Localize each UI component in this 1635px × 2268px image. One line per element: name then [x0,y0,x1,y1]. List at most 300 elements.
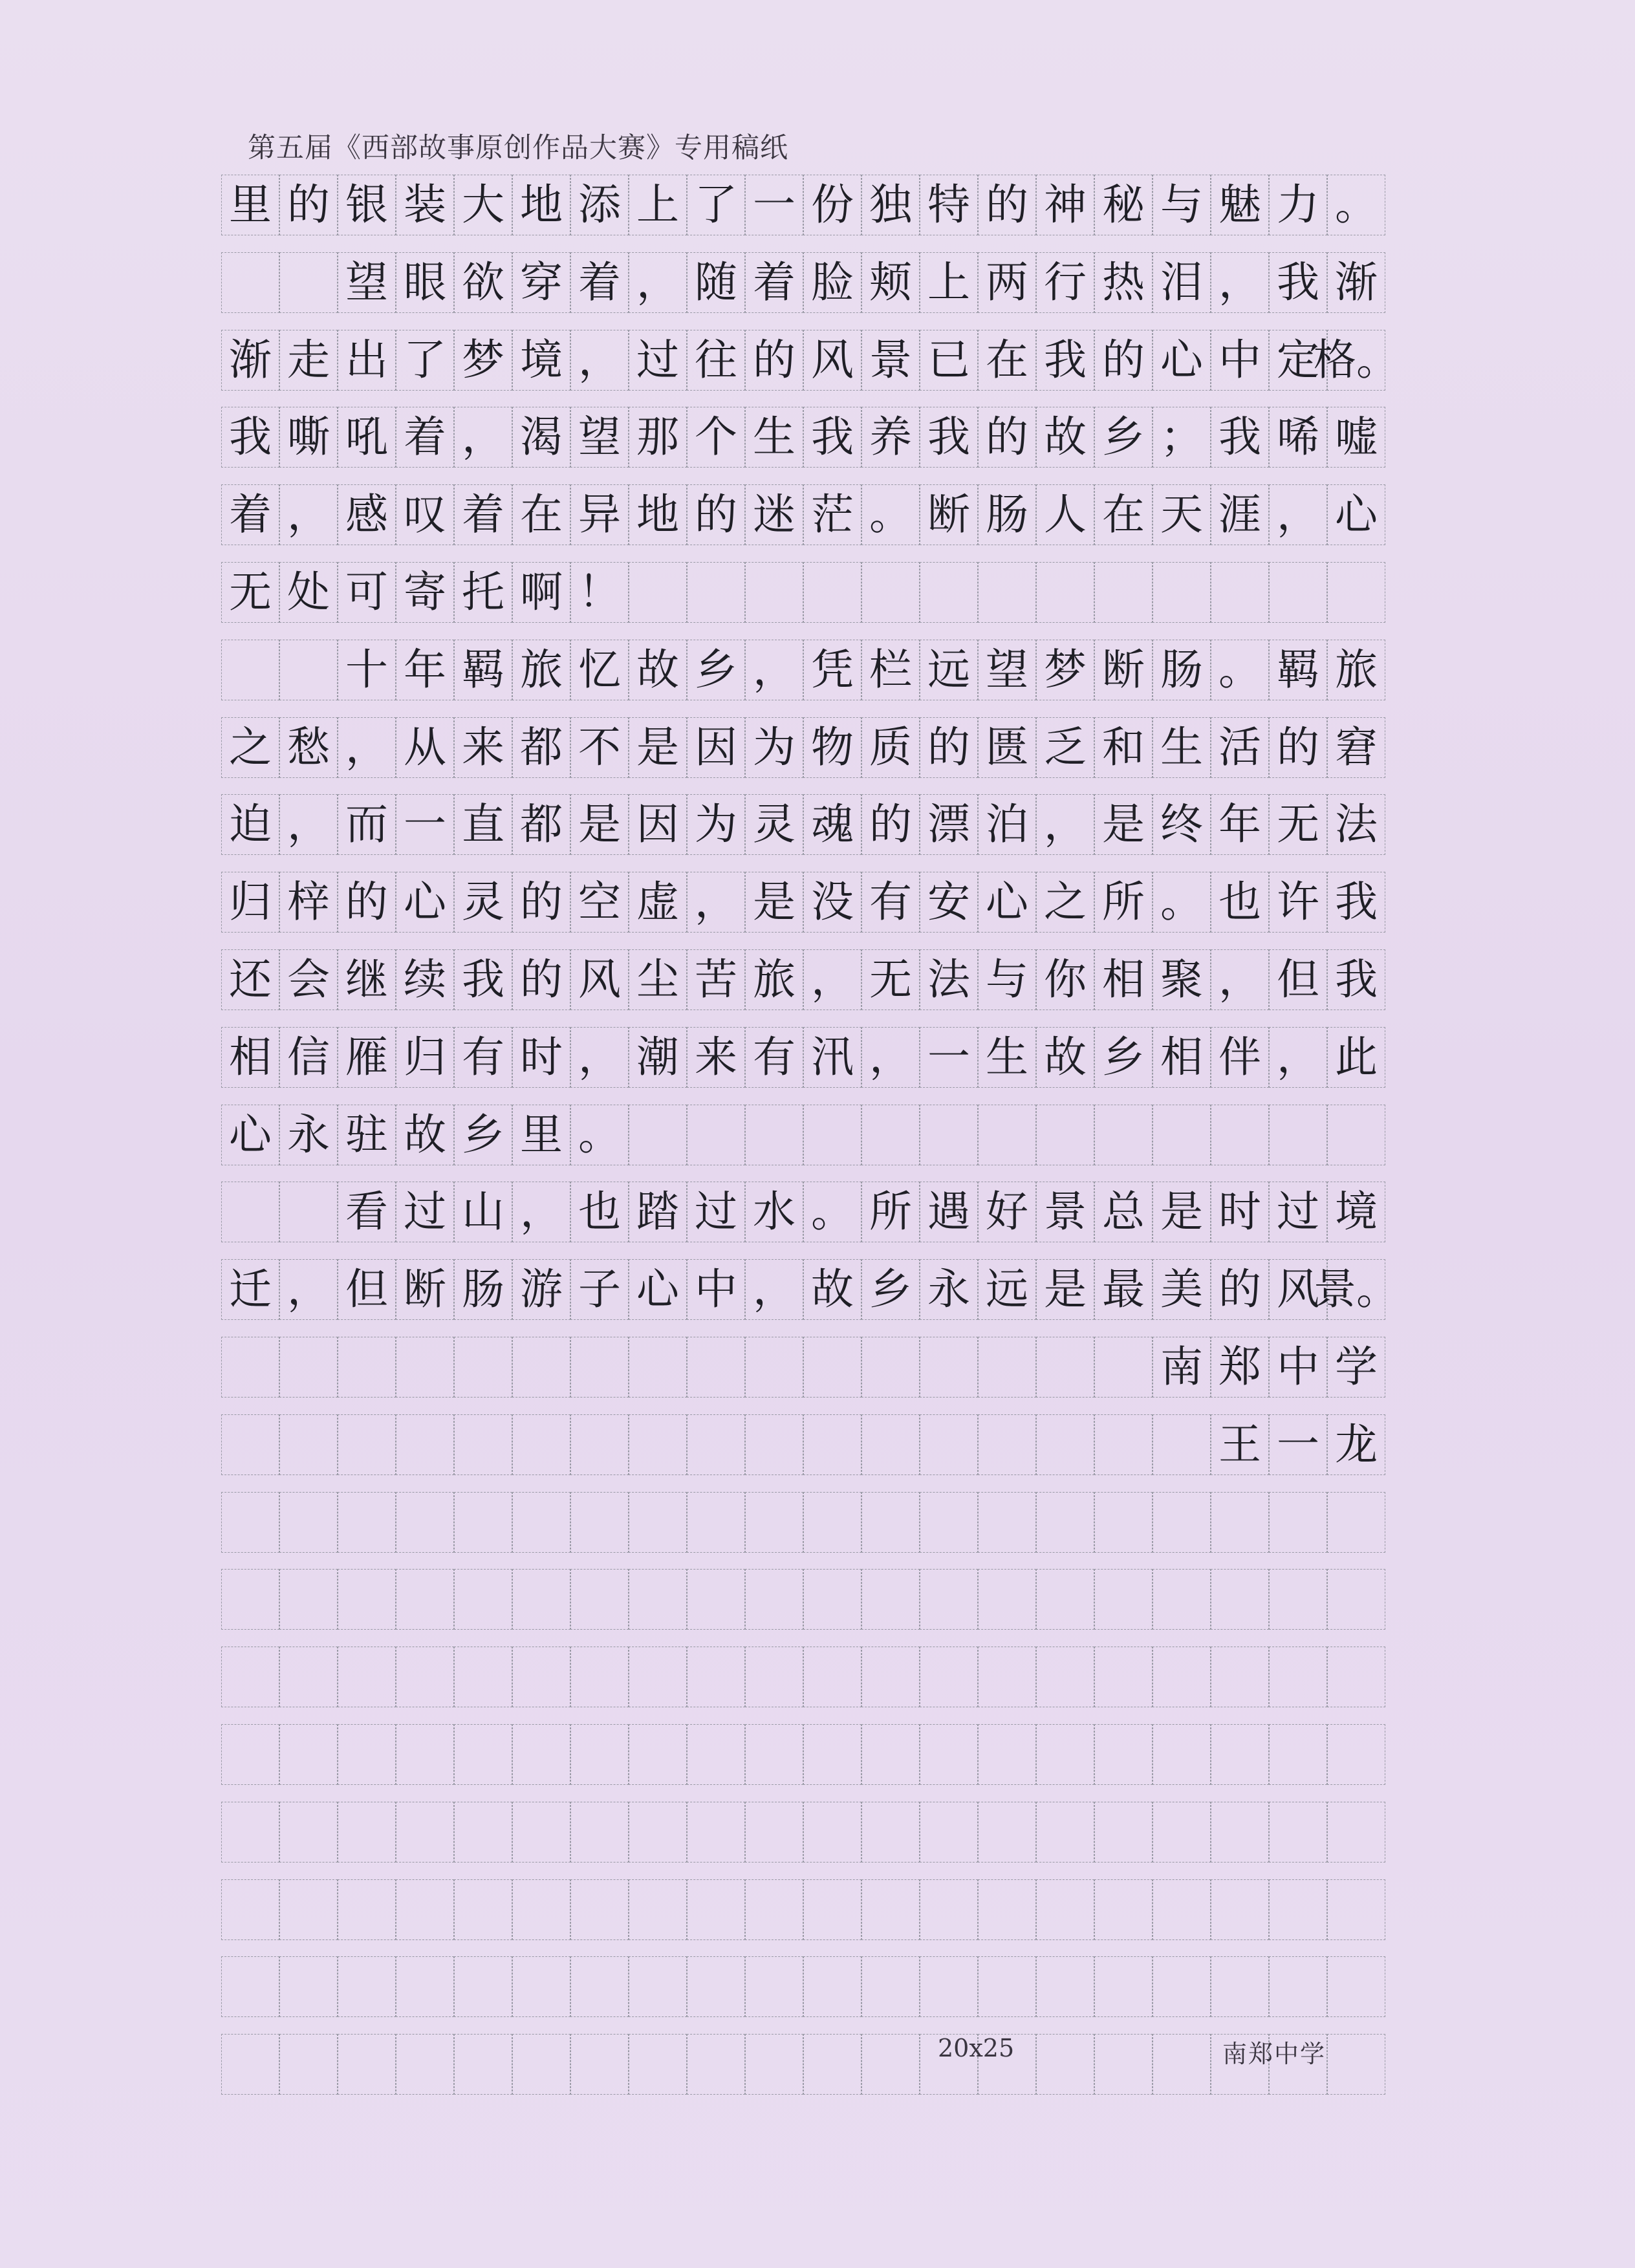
grid-cell [803,1956,861,2017]
grid-cell: 上 [629,175,687,235]
grid-cell [803,1569,861,1630]
grid-cell: 里 [512,1105,570,1165]
grid-cell: 所 [861,1182,920,1242]
grid-cell [512,1569,570,1630]
grid-cell [1036,2034,1094,2095]
grid-cell [279,640,338,700]
grid-cell: 秘 [1094,175,1153,235]
grid-cell: 乡 [861,1259,920,1320]
grid-cell [1211,1492,1269,1553]
grid-cell: 涯 [1211,484,1269,545]
grid-cell: 是 [1153,1182,1211,1242]
grid-cell: 肠 [1153,640,1211,700]
grid-cell [861,1569,920,1630]
grid-cell: 心 [978,872,1036,933]
grid-cell: 信 [279,1027,338,1088]
grid-cell [1327,1724,1385,1785]
grid-cell: 我 [1036,330,1094,391]
grid-cell [1327,1105,1385,1165]
grid-cell: 最 [1094,1259,1153,1320]
grid-cell: 还 [221,949,279,1010]
grid-cell [1211,1105,1269,1165]
grid-cell: 终 [1153,794,1211,855]
grid-cell [745,1647,803,1707]
grid-cell: 旅 [745,949,803,1010]
grid-cell [920,1724,978,1785]
grid-cell: 是 [570,794,629,855]
grid-cell [1269,1647,1327,1707]
grid-cell: 我 [1269,252,1327,313]
grid-cell: 人 [1036,484,1094,545]
grid-cell [396,1337,454,1398]
grid-cell: 乏 [1036,717,1094,778]
grid-cell [221,252,279,313]
grid-cell [512,1337,570,1398]
grid-cell [279,1337,338,1398]
grid-cell: 出 [338,330,396,391]
grid-cell [978,1724,1036,1785]
grid-cell [687,1492,745,1553]
grid-cell [221,1492,279,1553]
grid-cell: 穿 [512,252,570,313]
grid-cell: 好 [978,1182,1036,1242]
grid-cell [1211,1956,1269,2017]
grid-cell [629,1956,687,2017]
grid-cell [629,1802,687,1863]
grid-cell: 梦 [1036,640,1094,700]
grid-cell: 也 [570,1182,629,1242]
grid-cell: 地 [629,484,687,545]
grid-cell: 直 [454,794,512,855]
grid-cell: 大 [454,175,512,235]
grid-cell: 我 [1327,949,1385,1010]
grid-cell: 心 [1153,330,1211,391]
grid-cell [978,562,1036,623]
grid-cell [920,1105,978,1165]
grid-cell: 的 [978,175,1036,235]
grid-cell: 在 [512,484,570,545]
grid-cell: 生 [1153,717,1211,778]
grid-cell [1036,1647,1094,1707]
manuscript-grid [221,167,1399,2104]
grid-cell: 颊 [861,252,920,313]
grid-cell [279,1647,338,1707]
grid-cell [978,1337,1036,1398]
grid-cell [570,1414,629,1475]
grid-cell [687,1802,745,1863]
grid-cell [920,1569,978,1630]
grid-cell: 是 [1094,794,1153,855]
grid-cell [861,1414,920,1475]
grid-cell: 生 [745,407,803,468]
grid-cell [1094,1105,1153,1165]
grid-cell [861,1724,920,1785]
grid-cell: ， [454,407,512,468]
grid-cell [512,1956,570,2017]
grid-cell: 忆 [570,640,629,700]
grid-cell: 天 [1153,484,1211,545]
grid-cell: 魂 [803,794,861,855]
grid-cell: ， [1269,484,1327,545]
grid-cell [745,1337,803,1398]
grid-cell: 永 [920,1259,978,1320]
grid-cell: 过 [629,330,687,391]
grid-cell [221,1647,279,1707]
grid-cell: 迁 [221,1259,279,1320]
grid-cell: 中 [687,1259,745,1320]
grid-cell: ， [279,484,338,545]
grid-cell: ！ [570,562,629,623]
grid-cell [861,1647,920,1707]
grid-cell: 断 [396,1259,454,1320]
grid-cell [920,1414,978,1475]
grid-cell [978,1879,1036,1940]
grid-cell [221,1879,279,1940]
grid-cell: 望 [978,640,1036,700]
grid-cell [978,1414,1036,1475]
grid-cell [745,1492,803,1553]
grid-cell [803,1724,861,1785]
grid-cell [570,1724,629,1785]
grid-cell [803,562,861,623]
grid-cell: 随 [687,252,745,313]
grid-cell [570,1802,629,1863]
grid-cell: 水 [745,1182,803,1242]
grid-cell [1153,1569,1211,1630]
grid-cell [1327,1569,1385,1630]
grid-cell: 子 [570,1259,629,1320]
grid-cell [803,1105,861,1165]
grid-cell: 渐 [221,330,279,391]
grid-cell [279,1956,338,2017]
grid-cell [629,1492,687,1553]
grid-cell: 我 [1327,872,1385,933]
grid-cell [279,1414,338,1475]
grid-cell [745,2034,803,2095]
grid-cell [629,2034,687,2095]
grid-cell [396,1879,454,1940]
grid-cell [454,1647,512,1707]
grid-cell [1269,562,1327,623]
grid-cell: 物 [803,717,861,778]
grid-cell [1269,1802,1327,1863]
grid-cell: 境 [512,330,570,391]
grid-cell: 旅 [1327,640,1385,700]
grid-cell: 不 [570,717,629,778]
grid-cell: 神 [1036,175,1094,235]
grid-cell: 聚 [1153,949,1211,1010]
grid-cell: 着 [221,484,279,545]
grid-cell: 续 [396,949,454,1010]
grid-cell: 断 [1094,640,1153,700]
grid-cell: 地 [512,175,570,235]
grid-cell [1094,1956,1153,2017]
grid-cell: 添 [570,175,629,235]
grid-cell: 感 [338,484,396,545]
grid-cell [512,1647,570,1707]
grid-cell: ， [1211,252,1269,313]
grid-cell [861,1337,920,1398]
grid-cell: 伴 [1211,1027,1269,1088]
grid-cell: ， [1036,794,1094,855]
grid-cell [1036,1337,1094,1398]
grid-cell: 是 [745,872,803,933]
grid-cell: 十 [338,640,396,700]
grid-cell: 而 [338,794,396,855]
grid-cell [1327,2034,1385,2095]
grid-cell: 学 [1327,1337,1385,1398]
grid-cell: 郑 [1211,1337,1269,1398]
grid-cell [570,2034,629,2095]
grid-cell: 境 [1327,1182,1385,1242]
grid-cell: 着 [454,484,512,545]
grid-cell: 时 [1211,1182,1269,1242]
grid-cell [803,1802,861,1863]
grid-cell: 过 [396,1182,454,1242]
grid-cell [1094,2034,1153,2095]
grid-cell [687,562,745,623]
grid-cell: 是 [1036,1259,1094,1320]
grid-cell [687,1956,745,2017]
grid-cell: 乡 [454,1105,512,1165]
grid-cell: 凭 [803,640,861,700]
grid-cell: 无 [861,949,920,1010]
grid-cell [1094,1647,1153,1707]
grid-cell: 年 [1211,794,1269,855]
grid-cell: 景 [1036,1182,1094,1242]
grid-cell: 了 [687,175,745,235]
grid-cell: ， [279,794,338,855]
grid-cell: 个 [687,407,745,468]
grid-cell [1153,1414,1211,1475]
grid-cell: 为 [745,717,803,778]
grid-cell: 嘶 [279,407,338,468]
grid-cell: 相 [1094,949,1153,1010]
grid-cell: 热 [1094,252,1153,313]
grid-cell: 故 [396,1105,454,1165]
grid-cell: 踏 [629,1182,687,1242]
grid-cell [629,1647,687,1707]
grid-cell [1153,562,1211,623]
grid-cell: 无 [1269,794,1327,855]
grid-cell [338,2034,396,2095]
grid-cell: 在 [978,330,1036,391]
grid-cell: 的 [512,872,570,933]
grid-cell [279,1802,338,1863]
grid-cell [861,2034,920,2095]
grid-cell: 旅 [512,640,570,700]
grid-cell [1036,1569,1094,1630]
grid-cell [396,1802,454,1863]
grid-cell [454,1569,512,1630]
grid-cell [454,2034,512,2095]
grid-cell: 空 [570,872,629,933]
grid-cell [1094,1802,1153,1863]
grid-cell: 中 [1211,330,1269,391]
grid-cell: 过 [1269,1182,1327,1242]
grid-cell: 处 [279,562,338,623]
grid-cell [221,640,279,700]
grid-cell: 所 [1094,872,1153,933]
grid-cell: ， [861,1027,920,1088]
grid-cell: 一 [745,175,803,235]
grid-cell: 南 [1153,1337,1211,1398]
grid-cell: 迷 [745,484,803,545]
grid-cell: 着 [396,407,454,468]
grid-cell: 走 [279,330,338,391]
grid-cell [1036,1492,1094,1553]
grid-cell [1036,1879,1094,1940]
grid-cell [338,1879,396,1940]
grid-cell: 过 [687,1182,745,1242]
grid-cell: 中 [1269,1337,1327,1398]
grid-cell: 心 [221,1105,279,1165]
grid-cell: 力 [1269,175,1327,235]
grid-cell [570,1956,629,2017]
grid-cell: 愁 [279,717,338,778]
grid-cell: 啊 [512,562,570,623]
grid-cell: 的 [512,949,570,1010]
grid-cell: 有 [861,872,920,933]
grid-cell: 漂 [920,794,978,855]
grid-cell: 窘 [1327,717,1385,778]
grid-cell: 的 [1211,1259,1269,1320]
grid-cell [920,1879,978,1940]
grid-cell: 相 [221,1027,279,1088]
grid-cell [745,1105,803,1165]
grid-cell: 肠 [978,484,1036,545]
grid-cell [512,1724,570,1785]
grid-cell [745,1802,803,1863]
grid-cell: 唏 [1269,407,1327,468]
grid-cell [1269,1956,1327,2017]
grid-cell: 特 [920,175,978,235]
grid-cell: 虚 [629,872,687,933]
footer-school-name: 南郑中学 [1222,2040,1326,2068]
grid-cell [920,1956,978,2017]
grid-cell: 远 [978,1259,1036,1320]
grid-cell [1153,1879,1211,1940]
grid-cell [338,1337,396,1398]
grid-cell: 苦 [687,949,745,1010]
grid-cell [687,1724,745,1785]
grid-cell [1094,1724,1153,1785]
grid-cell [512,1879,570,1940]
grid-cell [570,1492,629,1553]
grid-cell: 我 [920,407,978,468]
grid-cell [512,1414,570,1475]
grid-cell [1327,1802,1385,1863]
grid-cell: 归 [221,872,279,933]
grid-cell [338,1492,396,1553]
grid-cell: 都 [512,794,570,855]
grid-cell: 心 [1327,484,1385,545]
grid-cell: 的 [978,407,1036,468]
grid-cell: 生 [978,1027,1036,1088]
grid-cell [1153,1956,1211,2017]
grid-cell: ， [570,1027,629,1088]
grid-cell [570,1879,629,1940]
grid-cell: 但 [338,1259,396,1320]
grid-cell [745,1724,803,1785]
grid-cell [861,562,920,623]
grid-cell [978,1492,1036,1553]
grid-cell [629,1724,687,1785]
grid-cell: 也 [1211,872,1269,933]
grid-cell [687,1647,745,1707]
grid-cell: 。 [1327,175,1385,235]
grid-cell: 栏 [861,640,920,700]
grid-cell: 欲 [454,252,512,313]
grid-cell: 望 [338,252,396,313]
grid-cell: 景。 [1327,1259,1385,1320]
grid-cell: 归 [396,1027,454,1088]
grid-cell [803,1492,861,1553]
grid-cell: 会 [279,949,338,1010]
grid-cell: 乡 [687,640,745,700]
grid-cell: 两 [978,252,1036,313]
grid-cell [396,1569,454,1630]
grid-cell [629,1414,687,1475]
grid-cell [338,1569,396,1630]
grid-cell: 一 [396,794,454,855]
grid-cell: ， [1211,949,1269,1010]
grid-cell: 看 [338,1182,396,1242]
grid-cell [454,1956,512,2017]
grid-cell: 寄 [396,562,454,623]
grid-cell [803,2034,861,2095]
grid-cell [396,2034,454,2095]
grid-cell [745,1414,803,1475]
grid-cell [221,1414,279,1475]
grid-cell [687,1337,745,1398]
grid-cell [454,1724,512,1785]
grid-cell: 可 [338,562,396,623]
grid-cell: 美 [1153,1259,1211,1320]
grid-cell [861,1802,920,1863]
grid-cell: 脸 [803,252,861,313]
grid-cell: 的 [338,872,396,933]
sheet-header-title: 第五届《西部故事原创作品大赛》专用稿纸 [248,132,788,164]
grid-cell [978,1802,1036,1863]
grid-cell: 有 [454,1027,512,1088]
grid-cell: 装 [396,175,454,235]
grid-cell: 我 [803,407,861,468]
grid-cell: 之 [221,717,279,778]
grid-cell: 的 [745,330,803,391]
grid-cell: 了 [396,330,454,391]
grid-cell: 。 [803,1182,861,1242]
grid-cell [1327,1879,1385,1940]
grid-cell: 都 [512,717,570,778]
grid-cell: 着 [570,252,629,313]
grid-cell: ， [745,640,803,700]
grid-cell: 断 [920,484,978,545]
grid-cell: 故 [1036,407,1094,468]
grid-cell: 但 [1269,949,1327,1010]
grid-cell: 定 [1269,330,1327,391]
grid-cell [396,1414,454,1475]
grid-cell [1036,1802,1094,1863]
grid-cell [745,1879,803,1940]
grid-cell: 嘘 [1327,407,1385,468]
grid-cell: 因 [629,794,687,855]
grid-cell [745,1956,803,2017]
grid-cell [221,1182,279,1242]
grid-cell: 年 [396,640,454,700]
grid-cell [279,1492,338,1553]
grid-cell [745,1569,803,1630]
